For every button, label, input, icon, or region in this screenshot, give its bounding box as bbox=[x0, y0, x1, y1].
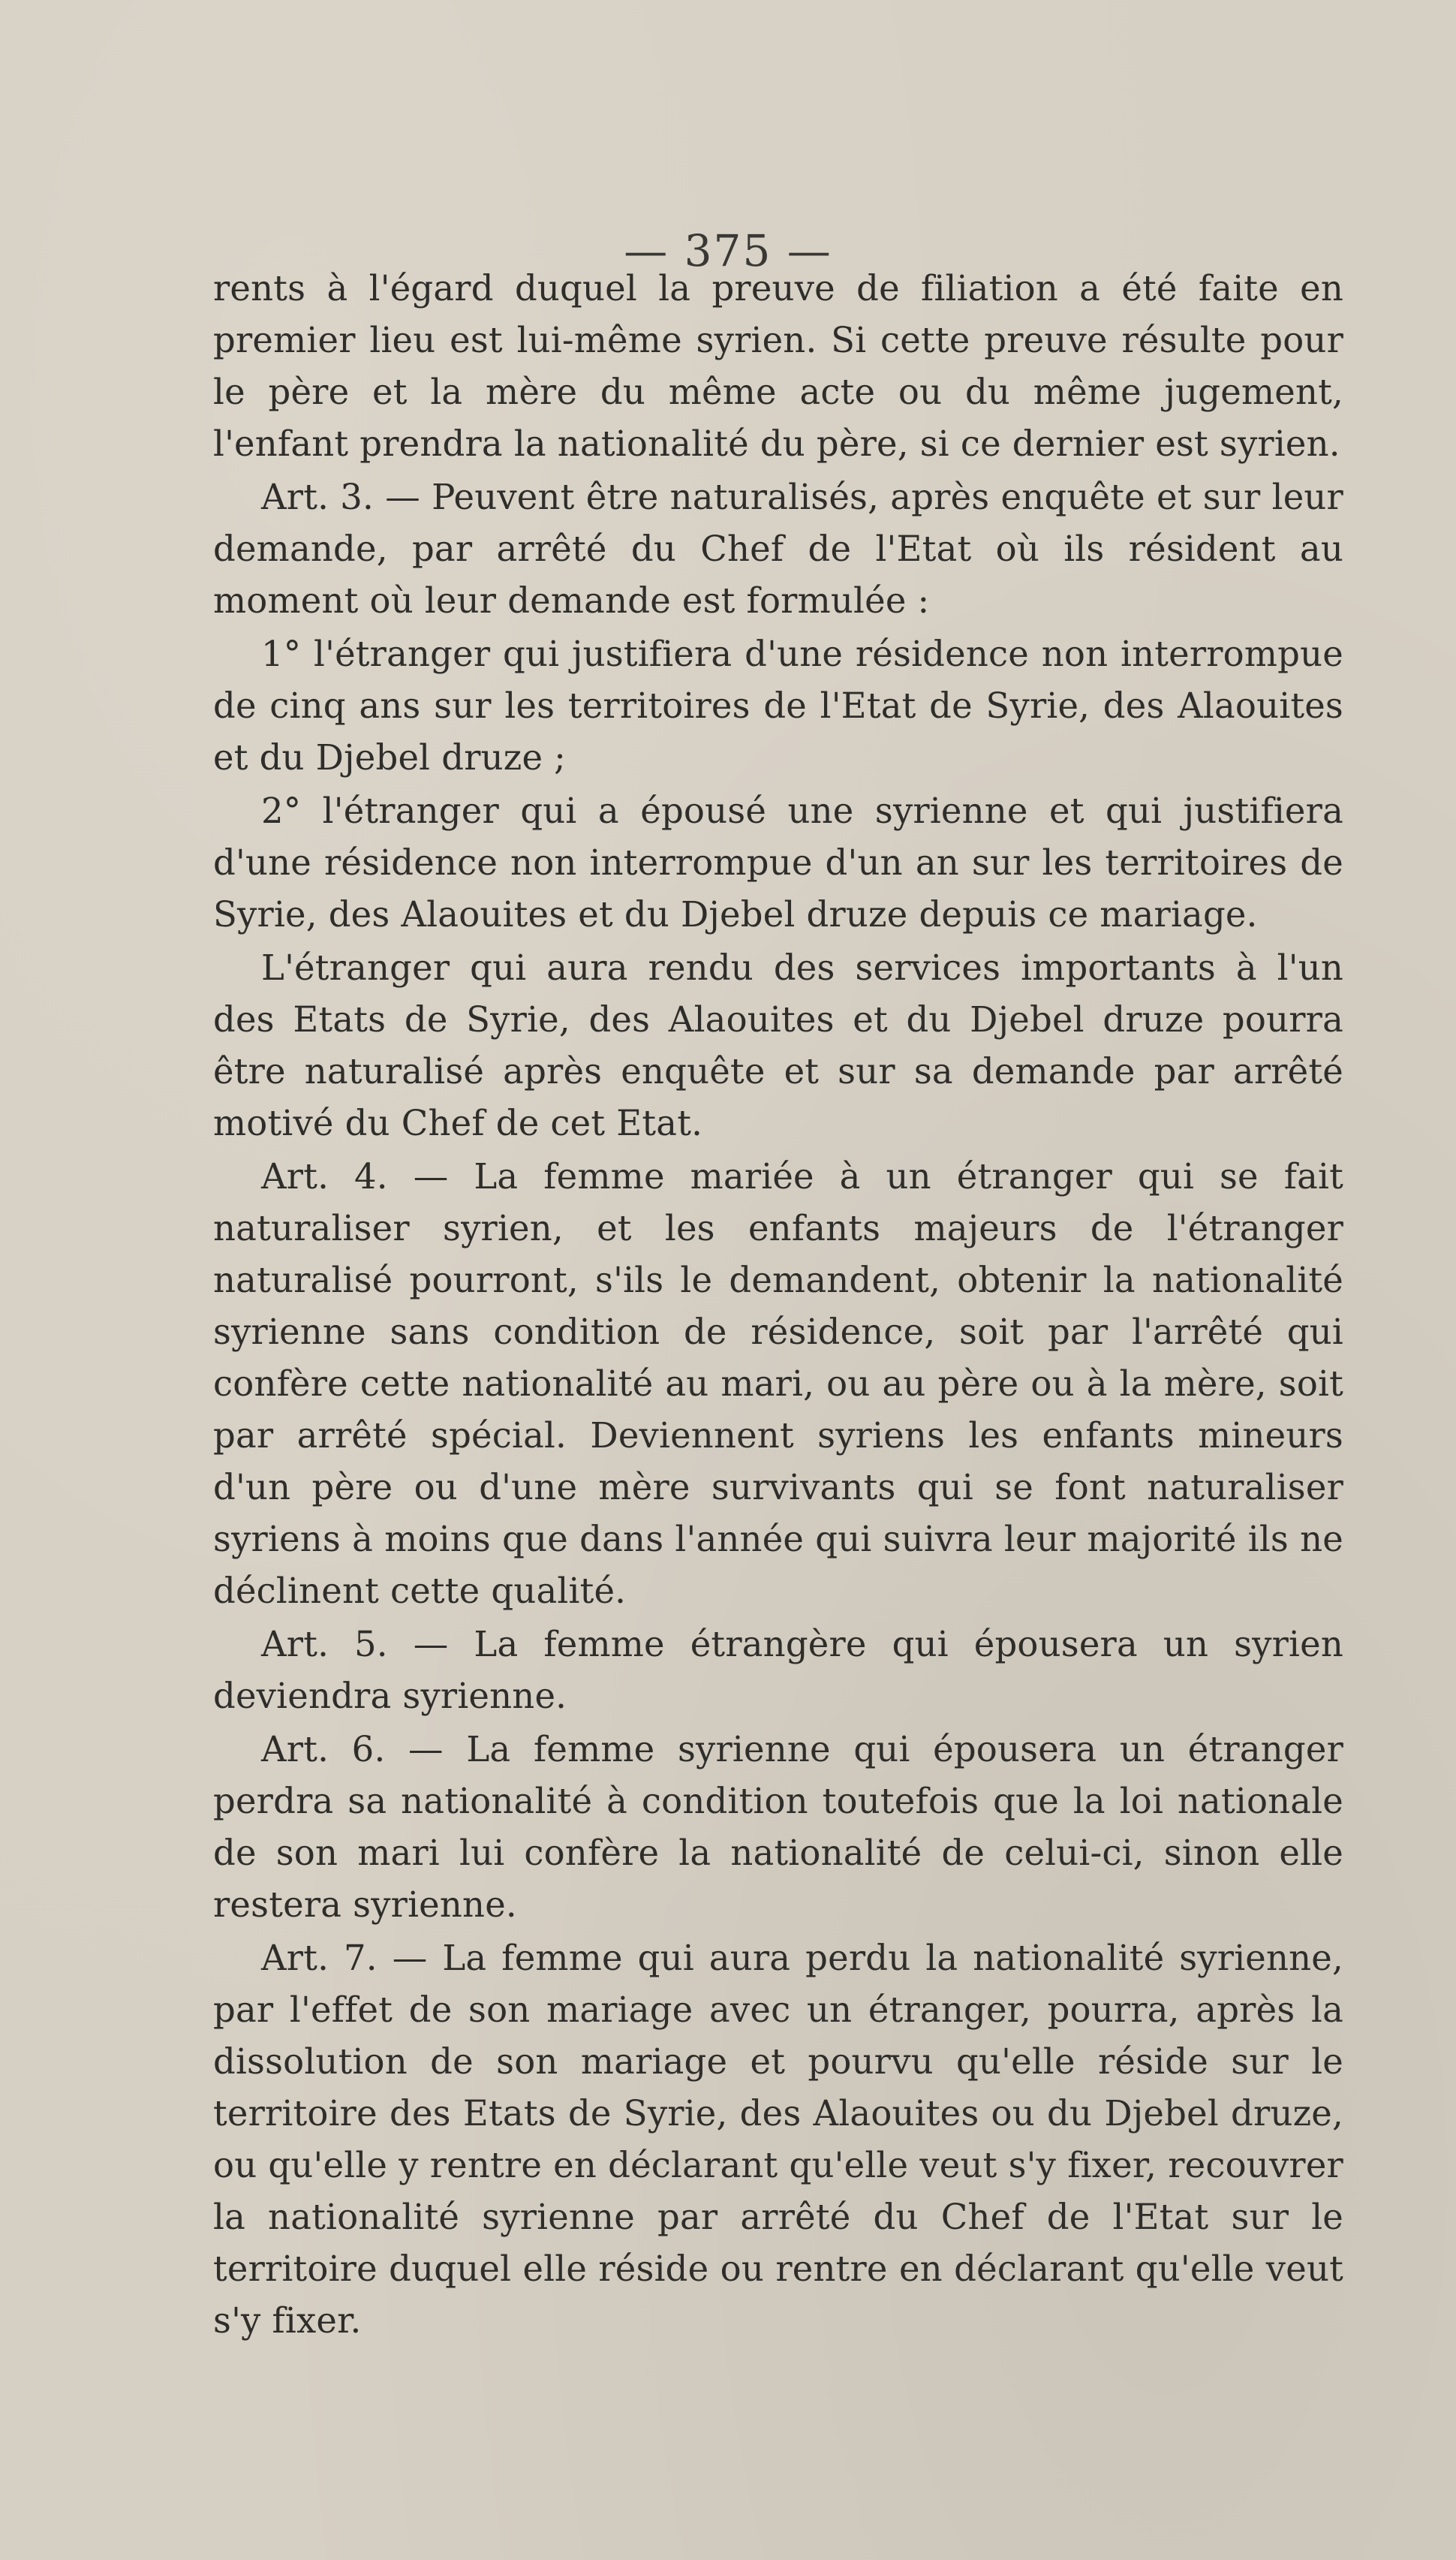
paragraph-article-6: Art. 6. — La femme syrienne qui épousera un étranger perdra sa nationalité à condition toutefois que la loi nationale de son mari lui confère la nationalité de celui-ci, sinon elle restera syrienne. bbox=[213, 1729, 1343, 1925]
paragraph-article-3: Art. 3. — Peuvent être naturalisés, après enquête et sur leur demande, par arrêté du Chef de l'Etat où ils résident au moment où leur demande est formulée : bbox=[213, 477, 1343, 621]
paragraph-continuation: rents à l'égard duquel la preuve de filiation a été faite en premier lieu est lui-même syrien. Si cette preuve résulte pour le père et la mère du même acte ou du même jugement, l'enfant prendra la nationalité du père, si ce dernier est syrien. bbox=[213, 268, 1343, 464]
paragraph-services: L'étranger qui aura rendu des services importants à l'un des Etats de Syrie, des Alaouites et du Djebel druze pourra être naturalisé après enquête et sur sa demande par arrêté motivé du Chef de cet Etat. bbox=[213, 947, 1343, 1143]
paragraph-item-1: 1° l'étranger qui justifiera d'une résidence non interrompue de cinq ans sur les territoires de l'Etat de Syrie, des Alaouites et du Djebel druze ; bbox=[213, 634, 1343, 778]
body-text bbox=[213, 263, 1343, 2348]
page-number: — 375 — bbox=[624, 225, 832, 276]
paragraph-item-2: 2° l'étranger qui a épousé une syrienne et qui justifiera d'une résidence non interrompue d'un an sur les territoires de Syrie, des Alaouites et du Djebel druze depuis ce mariage. bbox=[213, 791, 1343, 935]
paragraph-article-5: Art. 5. — La femme étrangère qui épousera un syrien deviendra syrienne. bbox=[213, 1624, 1343, 1716]
paragraph-article-4: Art. 4. — La femme mariée à un étranger qui se fait naturaliser syrien, et les enfants majeurs de l'étranger naturalisé pourront, s'ils le demandent, obtenir la nationalité syrienne sans condition de résidence, soit par l'arrêté qui confère cette nationalité au mari, ou au père ou à la mère, soit par arrêté spécial. Deviennent syriens les enfants mineurs d'un père ou d'une mère survivants qui se font naturaliser syriens à moins que dans l'année qui suivra leur majorité ils ne déclinent cette qualité. bbox=[213, 1156, 1343, 1611]
paragraph-article-7: Art. 7. — La femme qui aura perdu la nationalité syrienne, par l'effet de son mariage avec un étranger, pourra, après la dissolution de son mariage et pourvu qu'elle réside sur le territoire des Etats de Syrie, des Alaouites ou du Djebel druze, ou qu'elle y rentre en déclarant qu'elle veut s'y fixer, recouvrer la nationalité syrienne par arrêté du Chef de l'Etat sur le territoire duquel elle réside ou rentre en déclarant qu'elle veut s'y fixer. bbox=[213, 1938, 1343, 2341]
